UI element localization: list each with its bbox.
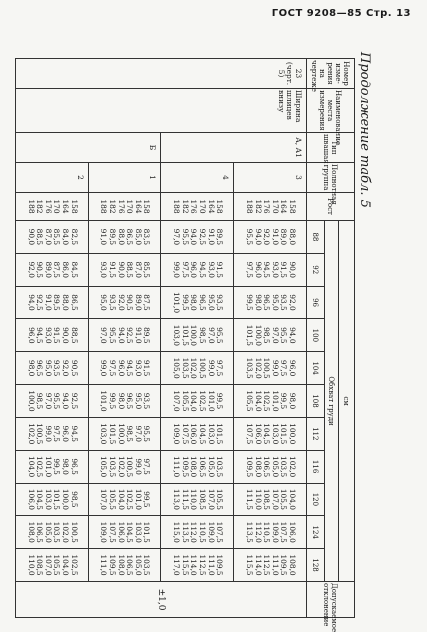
header-seam: Тип швашая	[307, 133, 355, 163]
header-chest-size: 96	[307, 286, 325, 319]
measure-values: 88,5 90,0 91,5 93,0 94,5 96,0	[16, 319, 89, 352]
measure-values: 91,5 93,0 94,5 96,0 97,5 99,0	[161, 253, 234, 286]
height-values: 158 164 170 176 182 188	[16, 193, 89, 221]
measure-values: 94,5 96,0 97,5 99,0 100,5 102,0	[16, 417, 89, 450]
header-tolerance: Допускаемое отклонение	[307, 582, 355, 618]
measure-values: 106,0 107,5 109,0 110,5 112,0 113,5	[234, 516, 307, 549]
measure-values: 100,5 102,0 103,5 105,0 106,5 108,0	[16, 516, 89, 549]
measure-values: 89,5 91,0 92,5 94,0 95,5 97,0	[161, 221, 234, 254]
measure-values: 86,5 88,0 89,5 91,0 92,5 94,0	[16, 286, 89, 319]
table-row	[234, 59, 307, 618]
header-chest-size: 92	[307, 253, 325, 286]
measure-values: 108,0 109,5 111,0 112,5 114,0 115,5	[234, 549, 307, 582]
measure-values: 92,5 94,0 95,5 97,0 98,5 100,0	[16, 385, 89, 418]
header-chest: Обхват груди	[325, 221, 339, 582]
measure-values: 88,0 89,0 91,0 92,0 94,0 95,5	[234, 221, 307, 254]
table-row	[88, 59, 161, 618]
measure-values: 97,5 99,0 100,5 102,0 103,5 105,0	[88, 450, 161, 483]
measure-values: 107,5 109,0 110,5 112,0 113,5 115,0	[161, 516, 234, 549]
measure-values: 90,5 92,0 93,5 95,0 96,5 98,0	[16, 352, 89, 385]
measure-values: 97,5 99,0 100,5 102,0 103,5 105,0	[161, 352, 234, 385]
measure-values: 82,5 84,0 85,5 87,0 88,5 90,0	[16, 221, 89, 254]
seam-type: А, А1	[161, 133, 307, 163]
header-group: Полнотная группа	[307, 163, 355, 193]
height-values: 158 164 170 176 182 188	[234, 193, 307, 221]
group-number: 4	[161, 163, 234, 193]
measure-values: 109,5 111,0 112,5 114,0 115,5 117,0	[161, 549, 234, 582]
measure-values: 103,5 105,0 106,5 108,0 109,5 111,0	[161, 450, 234, 483]
header-chest-size: 116	[307, 450, 325, 483]
measure-values: 101,5 103,0 104,5 106,0 107,5 109,0	[88, 516, 161, 549]
page-header	[0, 0, 427, 32]
measure-values: 102,0 103,5 105,0 106,5 108,0 109,5	[234, 450, 307, 483]
tolerance-value: ±1,0	[16, 582, 307, 618]
measure-values: 93,5 95,0 96,5 98,0 99,5 101,0	[161, 286, 234, 319]
header-chest-size: 100	[307, 319, 325, 352]
measure-values: 95,5 97,0 98,5 100,0 101,5 103,0	[88, 417, 161, 450]
measure-values: 103,5 105,0 106,5 108,0 109,5 111,0	[88, 549, 161, 582]
header-cm: см	[339, 221, 355, 582]
measure-values: 99,5 101,0 102,5 104,0 105,5 107,0	[88, 483, 161, 516]
measure-values: 101,5 103,0 104,5 106,0 107,5 109,0	[161, 417, 234, 450]
seam-type: Б	[16, 133, 162, 163]
measure-values: 91,5 93,0 94,5 96,0 97,5 99,0	[88, 352, 161, 385]
header-chest-size: 120	[307, 483, 325, 516]
height-values: 158 164 170 176 182 188	[161, 193, 234, 221]
measure-place: Ширина шлицев внизу	[16, 89, 307, 133]
measure-values: 96,5 98,0 99,5 101,0 102,5 104,0	[16, 450, 89, 483]
data-table-container	[15, 58, 355, 632]
measure-values: 85,5 87,0 88,5 90,0 91,5 93,0	[88, 253, 161, 286]
measure-values: 98,0 99,5 101,0 102,5 104,0 105,5	[234, 385, 307, 418]
measure-values: 98,5 100,0 101,5 103,0 104,5 106,0	[16, 483, 89, 516]
size-table	[15, 58, 355, 632]
measure-values: 100,0 101,5 103,0 104,5 106,0 107,5	[234, 417, 307, 450]
measure-values: 92,0 93,5 95,0 96,5 98,0 99,5	[234, 286, 307, 319]
measure-values: 94,0 95,5 97,0 98,5 100,0 101,5	[234, 319, 307, 352]
table-body	[16, 59, 307, 618]
measure-values: 90,0 91,5 93,0 94,5 96,0 97,5	[234, 253, 307, 286]
measure-values: 83,5 85,0 86,5 88,0 89,5 91,0	[88, 221, 161, 254]
group-number: 3	[234, 163, 307, 193]
measure-values: 99,5 101,0 102,5 104,0 105,5 107,0	[161, 385, 234, 418]
header-chest-size: 128	[307, 549, 325, 582]
measure-values: 95,5 97,0 98,5 100,0 101,5 103,0	[161, 319, 234, 352]
page-header-text: ГОСТ 9208—85 Стр. 13	[271, 8, 411, 19]
group-number: 1	[88, 163, 161, 193]
header-chest-size: 88	[307, 221, 325, 254]
header-place: Наименование места измерения	[307, 89, 355, 133]
measure-values: 84,5 86,0 87,5 89,0 90,5 92,0	[16, 253, 89, 286]
measure-values: 87,5 89,0 90,5 92,0 93,5 95,0	[88, 286, 161, 319]
header-chest-size: 112	[307, 417, 325, 450]
header-chest-size: 104	[307, 352, 325, 385]
table-caption: Продолжение табл. 5	[357, 52, 372, 208]
measure-values: 93,5 95,0 96,5 98,0 99,5 101,0	[88, 385, 161, 418]
group-number: 2	[16, 163, 89, 193]
measure-values: 104,0 105,5 107,0 108,5 110,0 111,5	[234, 483, 307, 516]
header-chest-size: 124	[307, 516, 325, 549]
header-measure-no: Номер изме- рения на чертеже	[307, 59, 355, 89]
measure-number: 23 (черт. 5)	[16, 59, 307, 89]
header-chest-size: 108	[307, 385, 325, 418]
measure-values: 102,5 104,0 105,5 107,0 108,5 110,0	[16, 549, 89, 582]
measure-values: 89,5 91,0 92,5 94,0 95,5 97,0	[88, 319, 161, 352]
measure-values: 105,5 107,0 108,5 110,0 111,5 113,0	[161, 483, 234, 516]
header-height: Рост	[307, 193, 355, 221]
measure-values: 96,0 97,5 99,0 100,5 102,0 103,5	[234, 352, 307, 385]
height-values: 158 164 170 176 182 188	[88, 193, 161, 221]
